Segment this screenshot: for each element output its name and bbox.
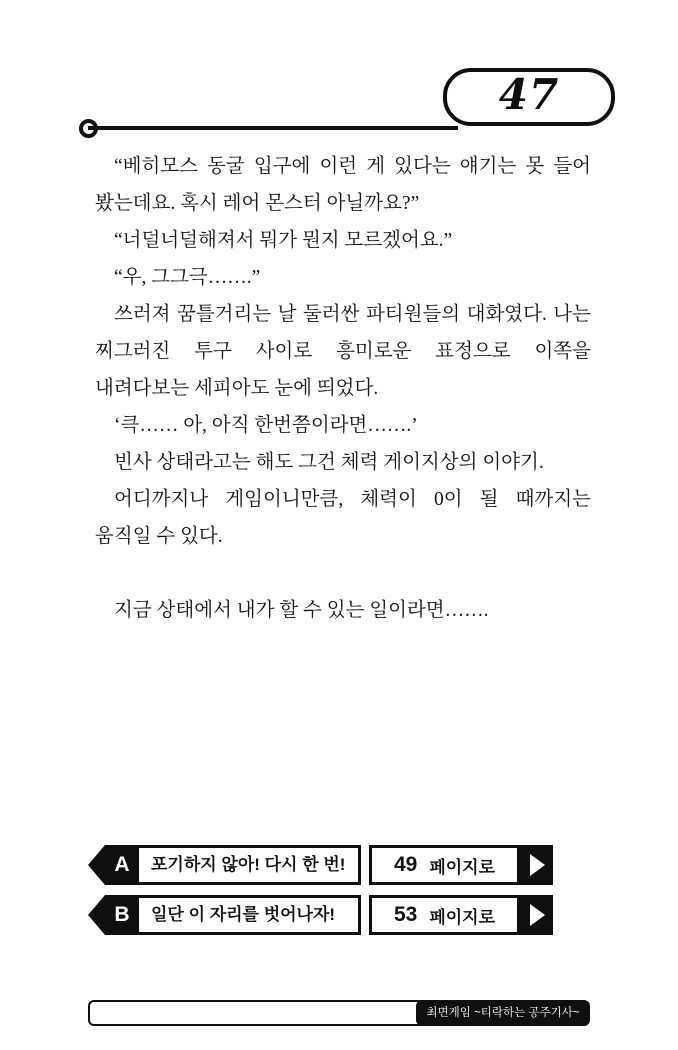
- arrow-right-icon-b[interactable]: [517, 895, 553, 935]
- choice-label-b: 일단 이 자리를 벗어나자!: [139, 895, 361, 935]
- paragraph-1: “베히모스 동굴 입구에 이런 게 있다는 얘기는 못 들어 봤는데요. 혹시 레어 몬스터 아닐까요?”: [95, 156, 591, 214]
- goto-page-number-a: 49: [393, 853, 418, 876]
- body-text: [95, 148, 591, 629]
- header-rule: [88, 126, 458, 130]
- paragraph-6: 빈사 상태라고는 해도 그건 체력 게이지상의 이야기.: [114, 452, 544, 473]
- arrow-right-glyph: [530, 904, 545, 926]
- paragraph-7: 어디까지나 게임이니만큼, 체력이 0이 될 때까지는 움직일 수 있다.: [95, 489, 591, 547]
- goto-page-number-b: 53: [393, 903, 418, 926]
- paragraph-8: 지금 상태에서 내가 할 수 있는 일이라면…….: [114, 600, 489, 621]
- arrow-right-icon-a[interactable]: [517, 845, 553, 885]
- choice-letter-b: B: [105, 895, 139, 935]
- goto-box-b[interactable]: [369, 895, 517, 935]
- arrow-right-glyph: [530, 854, 545, 876]
- footer-book-title: 최면게임 ~티락하는 공주기사~: [416, 1000, 590, 1026]
- choice-label-a: 포기하지 않아! 다시 한 번!: [139, 845, 361, 885]
- choice-letter-a: A: [105, 845, 139, 885]
- arrow-left-icon: [88, 845, 105, 885]
- arrow-left-icon: [88, 895, 105, 935]
- footer-blank-bar: [88, 1000, 428, 1026]
- paragraph-5: ‘큭…… 아, 아직 한번쯤이라면…….’: [114, 415, 418, 436]
- choice-list: [88, 845, 590, 945]
- goto-word-b: 페이지로: [429, 907, 496, 927]
- goto-box-a[interactable]: [369, 845, 517, 885]
- goto-word-a: 페이지로: [429, 857, 496, 877]
- paragraph-3: “우, 그그극…….”: [114, 267, 261, 288]
- choice-option-a[interactable]: [88, 845, 590, 885]
- paragraph-2: “너덜너덜해져서 뭐가 뭔지 모르겠어요.”: [114, 230, 453, 251]
- page-number: 47: [498, 70, 560, 119]
- choice-option-b[interactable]: [88, 895, 590, 935]
- paragraph-4: 쓰러져 꿈틀거리는 날 둘러싼 파티원들의 대화였다. 나는 찌그러진 투구 사이로 흥미로운 표정으로 이쪽을 내려다보는 세피아도 눈에 띄었다.: [95, 304, 591, 399]
- page-footer: [88, 1000, 590, 1026]
- page-header: [0, 68, 678, 148]
